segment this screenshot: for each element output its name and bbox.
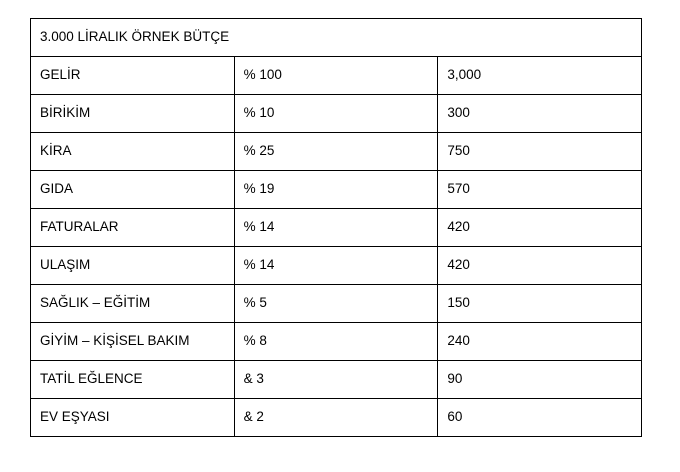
row-label: GIDA: [31, 171, 235, 209]
row-percent: % 5: [234, 285, 438, 323]
row-value: 90: [438, 361, 642, 399]
table-row: [31, 133, 642, 171]
row-value: 60: [438, 399, 642, 437]
row-label: TATİL EĞLENCE: [31, 361, 235, 399]
table-row: [31, 209, 642, 247]
table-row: [31, 399, 642, 437]
table-row: [31, 361, 642, 399]
table-row: [31, 57, 642, 95]
row-value: 240: [438, 323, 642, 361]
table-row: [31, 95, 642, 133]
row-percent: % 14: [234, 209, 438, 247]
row-value: 420: [438, 247, 642, 285]
table-title: 3.000 LİRALIK ÖRNEK BÜTÇE: [31, 19, 642, 57]
row-value: 570: [438, 171, 642, 209]
row-percent: % 14: [234, 247, 438, 285]
row-percent: % 10: [234, 95, 438, 133]
table-row: [31, 323, 642, 361]
row-value: 3,000: [438, 57, 642, 95]
row-label: KİRA: [31, 133, 235, 171]
budget-table-body: [31, 19, 642, 437]
row-label: EV EŞYASI: [31, 399, 235, 437]
row-label: ULAŞIM: [31, 247, 235, 285]
row-label: SAĞLIK – EĞİTİM: [31, 285, 235, 323]
row-percent: % 25: [234, 133, 438, 171]
row-percent: % 19: [234, 171, 438, 209]
table-title-row: [31, 19, 642, 57]
row-percent: & 2: [234, 399, 438, 437]
table-row: [31, 171, 642, 209]
row-label: BİRİKİM: [31, 95, 235, 133]
row-label: GİYİM – KİŞİSEL BAKIM: [31, 323, 235, 361]
row-value: 750: [438, 133, 642, 171]
row-value: 300: [438, 95, 642, 133]
row-label: GELİR: [31, 57, 235, 95]
row-percent: & 3: [234, 361, 438, 399]
table-row: [31, 247, 642, 285]
row-value: 150: [438, 285, 642, 323]
row-percent: % 100: [234, 57, 438, 95]
table-row: [31, 285, 642, 323]
row-percent: % 8: [234, 323, 438, 361]
budget-table: [30, 18, 642, 437]
row-label: FATURALAR: [31, 209, 235, 247]
row-value: 420: [438, 209, 642, 247]
